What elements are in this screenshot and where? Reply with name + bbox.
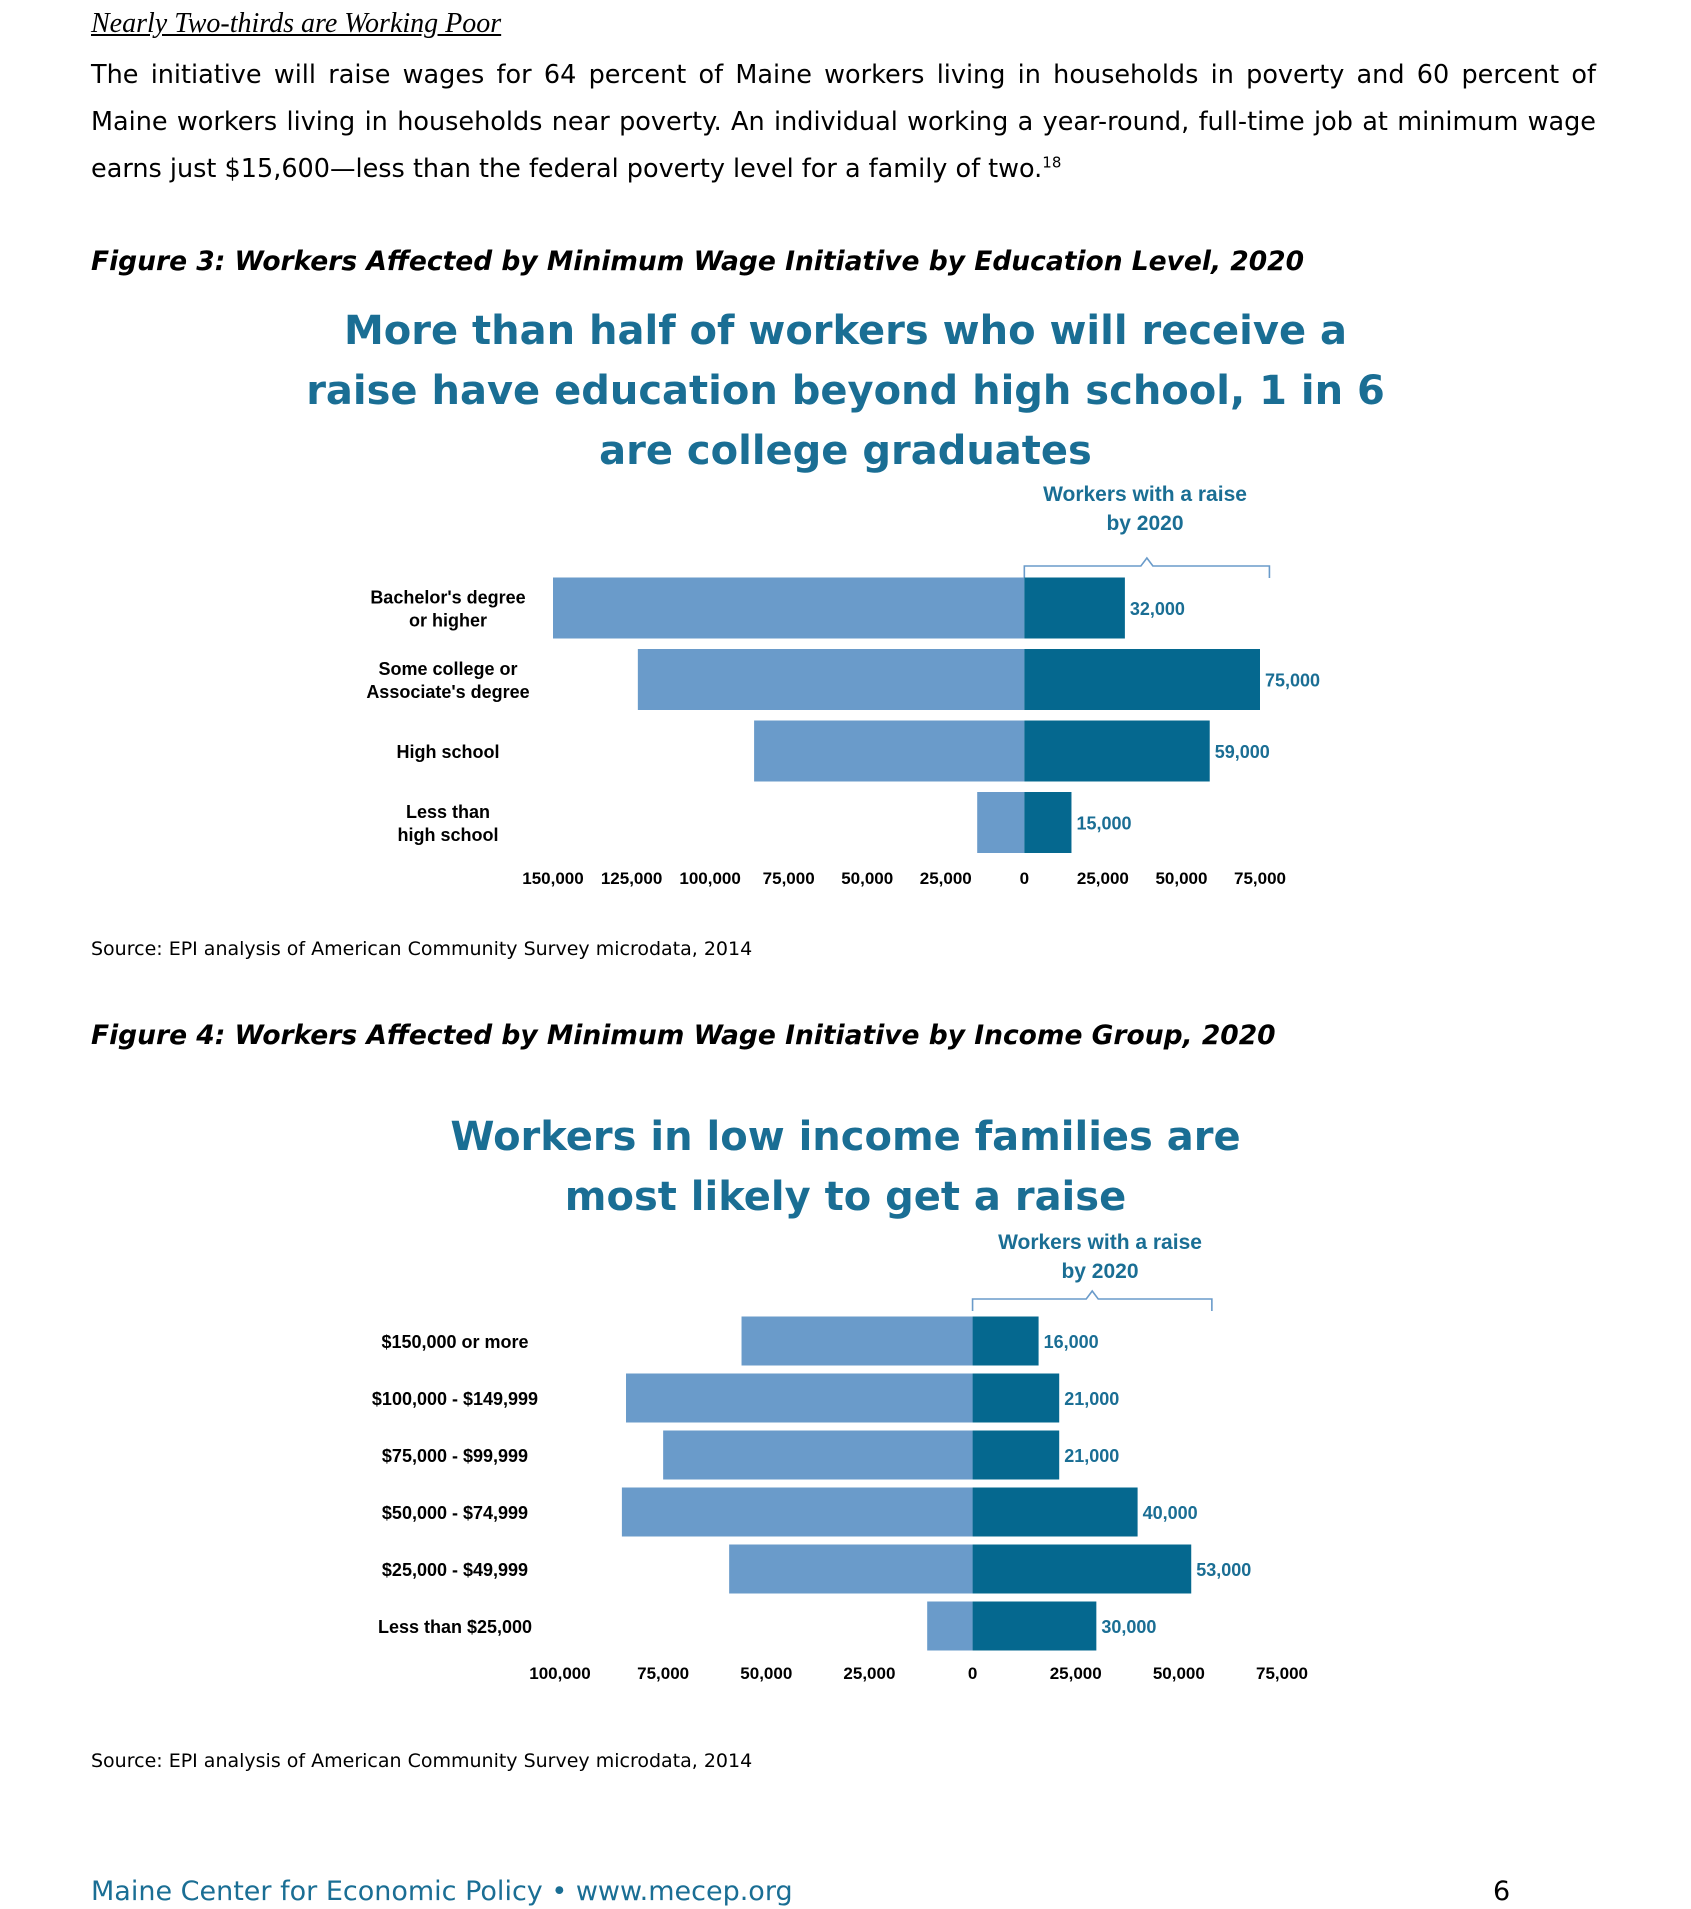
bar-all-workers: [626, 1374, 973, 1423]
bar-all-workers: [553, 578, 1024, 639]
figure3-title: [0, 301, 1691, 481]
tick-label: 25,000: [843, 1664, 896, 1683]
bracket-line: [973, 1291, 1212, 1311]
tick-label: 0: [1019, 869, 1030, 888]
page-number: 6: [1493, 1876, 1511, 1907]
tick-label: 75,000: [637, 1664, 690, 1683]
value-label: 53,000: [1196, 1560, 1252, 1580]
category-label: $50,000 - $74,999: [381, 1503, 529, 1523]
tick-label: 150,000: [522, 869, 584, 888]
tick-label: 75,000: [762, 869, 815, 888]
tick-label: 50,000: [1155, 869, 1208, 888]
bar-workers-with-raise: [1024, 649, 1260, 710]
category-label: or higher: [408, 610, 488, 631]
category-label: $25,000 - $49,999: [381, 1560, 529, 1580]
footer-org: Maine Center for Economic Policy • www.mecep.org: [91, 1876, 793, 1907]
bar-all-workers: [622, 1488, 973, 1537]
bracket-label: Workers with a raise: [1043, 483, 1247, 506]
bar-all-workers: [742, 1317, 973, 1366]
category-label: Less than: [405, 802, 491, 822]
figure4-title: [0, 1107, 1691, 1227]
bar-all-workers: [729, 1545, 972, 1594]
bar-workers-with-raise: [1024, 721, 1209, 782]
figure3-source: Source: EPI analysis of American Community Survey microdata, 2014: [91, 938, 753, 960]
value-label: 21,000: [1064, 1389, 1120, 1409]
bar-workers-with-raise: [973, 1317, 1039, 1366]
value-label: 40,000: [1142, 1503, 1198, 1523]
bar-workers-with-raise: [973, 1545, 1192, 1594]
tick-label: 50,000: [1152, 1664, 1205, 1683]
section-paragraph: [91, 52, 1596, 193]
value-label: 21,000: [1064, 1446, 1120, 1466]
bar-workers-with-raise: [1024, 792, 1071, 853]
tick-label: 100,000: [679, 869, 741, 888]
value-label: 30,000: [1101, 1617, 1157, 1637]
tick-label: 25,000: [1076, 869, 1129, 888]
figure3-title-line: raise have education beyond high school, 1 in 6: [306, 368, 1385, 414]
value-label: 32,000: [1129, 599, 1185, 619]
figure4-source: Source: EPI analysis of American Community Survey microdata, 2014: [91, 1750, 753, 1772]
tick-label: 75,000: [1234, 869, 1286, 888]
category-label: Associate's degree: [366, 682, 530, 702]
tick-label: 0: [967, 1664, 978, 1683]
bar-workers-with-raise: [1024, 578, 1125, 639]
figure3-title-line: More than half of workers who will receive a: [343, 308, 1348, 354]
value-label: 59,000: [1214, 742, 1270, 762]
tick-label: 75,000: [1256, 1664, 1308, 1683]
bar-all-workers: [754, 721, 1024, 782]
category-label: Some college or: [378, 659, 518, 679]
footnote-ref: 18: [1042, 153, 1062, 172]
value-label: 15,000: [1076, 813, 1132, 834]
category-label: $75,000 - $99,999: [381, 1446, 529, 1466]
value-label: 75,000: [1265, 670, 1321, 691]
category-label: Bachelor's degree: [370, 587, 526, 608]
bar-all-workers: [977, 792, 1024, 853]
bar-all-workers: [663, 1431, 972, 1480]
bracket-line: [1024, 558, 1269, 578]
tick-label: 50,000: [841, 869, 894, 888]
figure4-caption: Figure 4: Workers Affected by Minimum Wage Initiative by Income Group, 2020: [91, 1020, 1276, 1051]
paragraph-text: The initiative will raise wages for 64 percent of Maine workers living in households in poverty and 60 percent of Maine workers living in households near poverty. An individual working a year-round, full-time job at minimum wage earns just $15,600—less than the federal poverty level for a family of two.: [91, 60, 1596, 184]
category-label: Less than $25,000: [377, 1617, 533, 1637]
tick-label: 25,000: [1049, 1664, 1102, 1683]
bracket-label: Workers with a raise: [998, 1231, 1202, 1254]
tick-label: 50,000: [740, 1664, 793, 1683]
bar-all-workers: [927, 1602, 972, 1651]
bar-workers-with-raise: [973, 1374, 1060, 1423]
value-label: 16,000: [1043, 1332, 1099, 1352]
tick-label: 25,000: [919, 869, 972, 888]
figure4-title-line: most likely to get a raise: [564, 1174, 1127, 1220]
bar-all-workers: [638, 649, 1024, 710]
figure4-title-line: Workers in low income families are: [450, 1114, 1241, 1160]
bar-workers-with-raise: [973, 1488, 1138, 1537]
figure3-chart: [0, 470, 1691, 910]
category-label: $150,000 or more: [381, 1332, 529, 1352]
category-label: high school: [397, 825, 499, 845]
figure3-caption: Figure 3: Workers Affected by Minimum Wage Initiative by Education Level, 2020: [91, 246, 1305, 277]
category-label: High school: [396, 742, 500, 762]
bracket-label: by 2020: [1106, 512, 1184, 535]
section-heading: Nearly Two-thirds are Working Poor: [91, 8, 502, 39]
figure3-title-line: are college graduates: [599, 428, 1092, 474]
bar-workers-with-raise: [973, 1431, 1060, 1480]
figure4-chart: [0, 1220, 1691, 1700]
category-label: $100,000 - $149,999: [371, 1389, 539, 1409]
tick-label: 125,000: [600, 869, 663, 888]
tick-label: 100,000: [529, 1664, 591, 1683]
bracket-label: by 2020: [1061, 1260, 1139, 1283]
bar-workers-with-raise: [973, 1602, 1097, 1651]
